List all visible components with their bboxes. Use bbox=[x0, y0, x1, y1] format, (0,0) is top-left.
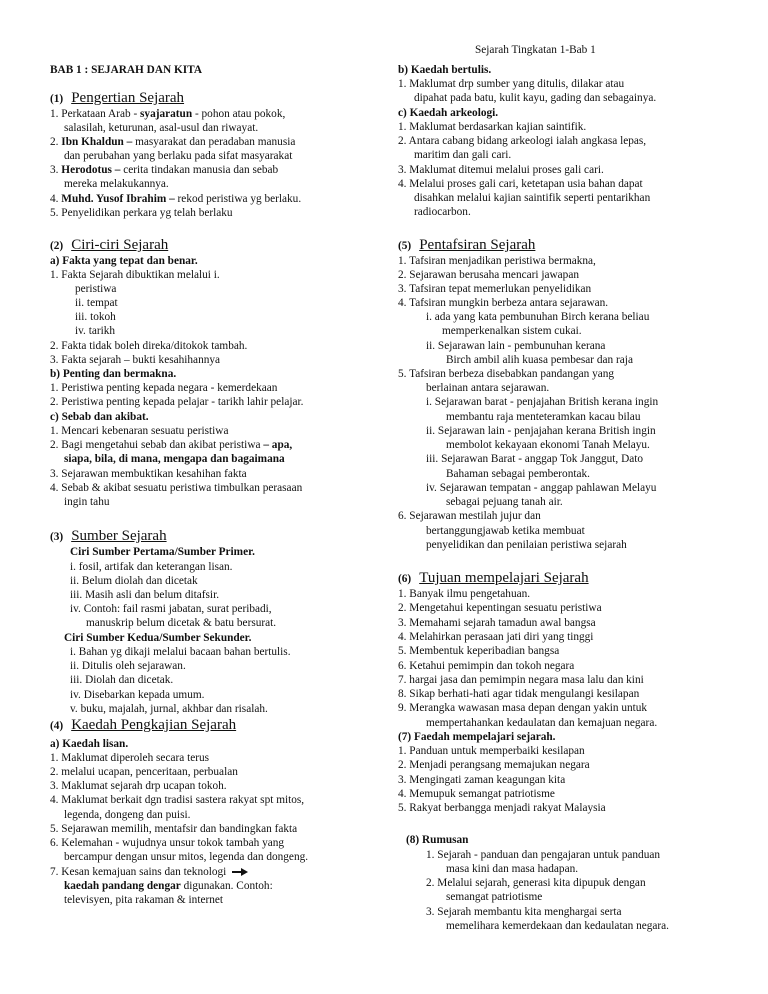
list-item: salasilah, keturunan, asal-usul dan riwayat. bbox=[64, 122, 259, 134]
list-item: i. Sejarawan barat - penjajahan British kerana ingin bbox=[426, 396, 659, 408]
list-item: bercampur dengan unsur mitos, legenda dan dongeng. bbox=[64, 851, 309, 863]
list-item: 6. Sejarawan mestilah jujur dan bbox=[398, 510, 541, 522]
list-item: ingin tahu bbox=[64, 496, 110, 508]
list-item: memperkenalkan sistem cukai. bbox=[442, 325, 582, 337]
list-item: 2. Melalui sejarah, generasi kita dipupuk dengan bbox=[426, 877, 646, 889]
list-item: 5. Sejarawan memilih, mentafsir dan bandingkan fakta bbox=[50, 823, 298, 835]
list-item: 3. Sejarah membantu kita menghargai serta bbox=[426, 906, 622, 918]
list-item: ii. Ditulis oleh sejarawan. bbox=[70, 660, 186, 672]
section-number: (1) bbox=[50, 93, 64, 105]
arrow-right-icon bbox=[232, 868, 248, 876]
list-item: peristiwa bbox=[75, 283, 117, 295]
list-item: 8. Sikap berhati-hati agar tidak mengulangi kesilapan bbox=[398, 688, 640, 700]
chapter-title: BAB 1 : SEJARAH DAN KITA bbox=[50, 64, 203, 76]
list-item: penyelidikan dan penilaian peristiwa sejarah bbox=[426, 539, 627, 551]
list-item: 2. Mengetahui kepentingan sesuatu peristiwa bbox=[398, 602, 602, 614]
list-item: 4. Melalui proses gali cari, ketetapan usia bahan dapat bbox=[398, 178, 643, 190]
list-item: dan perubahan yang berlaku pada sifat masyarakat bbox=[64, 150, 293, 162]
section-1-heading bbox=[50, 91, 184, 106]
list-item: mereka melakukannya. bbox=[64, 178, 169, 190]
sub-heading: (7) Faedah mempelajari sejarah. bbox=[398, 731, 556, 743]
list-item: 4. Maklumat berkait dgn tradisi sastera rakyat spt mitos, bbox=[50, 794, 305, 806]
list-item: radiocarbon. bbox=[414, 206, 471, 218]
list-item: 5. Penyelidikan perkara yg telah berlaku bbox=[50, 207, 233, 219]
list-item: 1. Tafsiran menjadikan peristiwa bermakna, bbox=[398, 255, 596, 267]
list-item: iv. Contoh: fail rasmi jabatan, surat peribadi, bbox=[70, 603, 272, 615]
sub-heading: Ciri Sumber Pertama/Sumber Primer. bbox=[70, 546, 255, 558]
section-3-heading: (3) Sumber Sejarah bbox=[50, 528, 167, 544]
section-2-heading: (2) Ciri-ciri Sejarah bbox=[50, 237, 169, 253]
list-item: 2. Peristiwa penting kepada pelajar - tarikh lahir pelajar. bbox=[50, 396, 304, 408]
section-8-heading: (8) Rumusan bbox=[406, 834, 469, 846]
list-item: 3. Maklumat sejarah drp ucapan tokoh. bbox=[50, 780, 227, 792]
list-item: 7. Kesan kemajuan sains dan teknologi bbox=[50, 865, 248, 879]
sub-heading: c) Kaedah arkeologi. bbox=[398, 107, 499, 119]
list-item: 3. Memahami sejarah tamadun awal bangsa bbox=[398, 617, 596, 629]
list-item: 2. Bagi mengetahui sebab dan akibat peristiwa – apa, bbox=[50, 439, 293, 451]
list-item: 1. Peristiwa penting kepada negara - kemerdekaan bbox=[50, 382, 278, 394]
list-item: 3. Sejarawan membuktikan kesahihan fakta bbox=[50, 468, 247, 480]
list-item: iii. Diolah dan dicetak. bbox=[70, 674, 174, 686]
list-item: 1. Banyak ilmu pengetahuan. bbox=[398, 588, 531, 600]
list-item: 3. Mengingati zaman keagungan kita bbox=[398, 774, 566, 786]
list-item: ii. Sejarawan lain - pembunuhan kerana bbox=[426, 340, 606, 352]
list-item: televisyen, pita rakaman & internet bbox=[64, 894, 224, 906]
list-item: iv. Disebarkan kepada umum. bbox=[70, 689, 205, 701]
list-item: v. buku, majalah, jurnal, akhbar dan risalah. bbox=[70, 703, 268, 715]
list-item: berlainan antara sejarawan. bbox=[426, 382, 550, 394]
list-item: kaedah pandang dengar digunakan. Contoh: bbox=[64, 880, 273, 892]
list-item: iii. tokoh bbox=[75, 311, 116, 323]
sub-heading: b) Penting dan bermakna. bbox=[50, 368, 177, 380]
list-item: 2. Sejarawan berusaha mencari jawapan bbox=[398, 269, 579, 281]
list-item: 2. Menjadi perangsang memajukan negara bbox=[398, 759, 590, 771]
list-item: Bahaman sebagai pemberontak. bbox=[446, 468, 590, 480]
list-item: 4. Sebab & akibat sesuatu peristiwa timbulkan perasaan bbox=[50, 482, 303, 494]
list-item: i. fosil, artifak dan keterangan lisan. bbox=[70, 561, 233, 573]
list-item: siapa, bila, di mana, mengapa dan bagaimana bbox=[64, 453, 285, 465]
sub-heading: a) Fakta yang tepat dan benar. bbox=[50, 255, 198, 267]
list-item: membantu raja menteteramkan kacau bilau bbox=[446, 411, 641, 423]
sub-heading: b) Kaedah bertulis. bbox=[398, 64, 492, 76]
list-item: 1. Perkataan Arab - syajaratun - pohon atau pokok, bbox=[50, 108, 286, 120]
list-item: 4. Tafsiran mungkin berbeza antara sejarawan. bbox=[398, 297, 609, 309]
list-item: sebagai pejuang tanah air. bbox=[446, 496, 563, 508]
list-item: 2. Antara cabang bidang arkeologi ialah angkasa lepas, bbox=[398, 135, 647, 147]
list-item: 4. Memupuk semangat patriotisme bbox=[398, 788, 555, 800]
running-header: Sejarah Tingkatan 1-Bab 1 bbox=[475, 44, 596, 56]
section-4-heading: (4) Kaedah Pengkajian Sejarah bbox=[50, 717, 237, 733]
list-item: ii. Belum diolah dan dicetak bbox=[70, 575, 198, 587]
list-item: 2. Ibn Khaldun – masyarakat dan peradaban manusia bbox=[50, 136, 296, 148]
section-6-heading: (6) Tujuan mempelajari Sejarah bbox=[398, 570, 589, 586]
list-item: manuskrip belum dicetak & batu bersurat. bbox=[86, 617, 277, 629]
list-item: masa kini dan masa hadapan. bbox=[446, 863, 579, 875]
list-item: iv. Sejarawan tempatan - anggap pahlawan Melayu bbox=[426, 482, 657, 494]
list-item: iii. Sejarawan Barat - anggap Tok Janggut, Dato bbox=[426, 453, 644, 465]
list-item: ii. Sejarawan lain - penjajahan kerana British ingin bbox=[426, 425, 656, 437]
list-item: 2. Fakta tidak boleh direka/ditokok tambah. bbox=[50, 340, 248, 352]
list-item: semangat patriotisme bbox=[446, 891, 543, 903]
list-item: 5. Membentuk keperibadian bangsa bbox=[398, 645, 560, 657]
list-item: 7. hargai jasa dan pemimpin negara masa lalu dan kini bbox=[398, 674, 644, 686]
list-item: 6. Ketahui pemimpin dan tokoh negara bbox=[398, 660, 575, 672]
list-item: 1. Mencari kebenaran sesuatu peristiwa bbox=[50, 425, 229, 437]
list-item: i. Bahan yg dikaji melalui bacaan bahan bertulis. bbox=[70, 646, 291, 658]
list-item: dipahat pada batu, kulit kayu, gading dan sebagainya. bbox=[414, 92, 657, 104]
list-item: maritim dan gali cari. bbox=[414, 149, 512, 161]
list-item: bertanggungjawab ketika membuat bbox=[426, 525, 585, 537]
list-item: legenda, dongeng dan puisi. bbox=[64, 809, 191, 821]
list-item: 5. Rakyat berbangga menjadi rakyat Malaysia bbox=[398, 802, 606, 814]
list-item: mempertahankan kedaulatan dan kemajuan negara. bbox=[426, 717, 658, 729]
list-item: ii. tempat bbox=[75, 297, 118, 309]
section-5-heading: (5) Pentafsiran Sejarah bbox=[398, 237, 536, 253]
list-item: 3. Fakta sejarah – bukti kesahihannya bbox=[50, 354, 221, 366]
list-item: 3. Tafsiran tepat memerlukan penyelidikan bbox=[398, 283, 592, 295]
list-item: 4. Melahirkan perasaan jati diri yang tinggi bbox=[398, 631, 594, 643]
list-item: 9. Merangka wawasan masa depan dengan yakin untuk bbox=[398, 702, 648, 714]
list-item: 2. melalui ucapan, penceritaan, perbualan bbox=[50, 766, 238, 778]
list-item: iv. tarikh bbox=[75, 325, 116, 337]
list-item: 1. Fakta Sejarah dibuktikan melalui i. bbox=[50, 269, 220, 281]
list-item: 4. Muhd. Yusof Ibrahim – rekod peristiwa yg berlaku. bbox=[50, 193, 302, 205]
list-item: 3. Maklumat ditemui melalui proses gali cari. bbox=[398, 164, 604, 176]
sub-heading: Ciri Sumber Kedua/Sumber Sekunder. bbox=[64, 632, 252, 644]
list-item: i. ada yang kata pembunuhan Birch kerana beliau bbox=[426, 311, 650, 323]
list-item: disahkan melalui kajian saintifik seperti pentarikhan bbox=[414, 192, 651, 204]
list-item: 1. Maklumat drp sumber yang ditulis, dilakar atau bbox=[398, 78, 625, 90]
list-item: 1. Sejarah - panduan dan pengajaran untuk panduan bbox=[426, 849, 661, 861]
list-item: membolot kekayaan ekonomi Tanah Melayu. bbox=[446, 439, 650, 451]
sub-heading: c) Sebab dan akibat. bbox=[50, 411, 149, 423]
sub-heading: a) Kaedah lisan. bbox=[50, 738, 129, 750]
list-item: 1. Maklumat berdasarkan kajian saintifik. bbox=[398, 121, 587, 133]
list-item: 3. Herodotus – cerita tindakan manusia dan sebab bbox=[50, 164, 279, 176]
list-item: memelihara kemerdekaan dan kedaulatan negara. bbox=[446, 920, 669, 932]
list-item: Birch ambil alih kuasa pembesar dan raja bbox=[446, 354, 633, 366]
list-item: 5. Tafsiran berbeza disebabkan pandangan yang bbox=[398, 368, 615, 380]
section-title: Pengertian Sejarah bbox=[71, 90, 185, 106]
list-item: 6. Kelemahan - wujudnya unsur tokok tambah yang bbox=[50, 837, 285, 849]
list-item: iii. Masih asli dan belum ditafsir. bbox=[70, 589, 220, 601]
list-item: 1. Panduan untuk memperbaiki kesilapan bbox=[398, 745, 585, 757]
list-item: 1. Maklumat diperoleh secara terus bbox=[50, 752, 210, 764]
